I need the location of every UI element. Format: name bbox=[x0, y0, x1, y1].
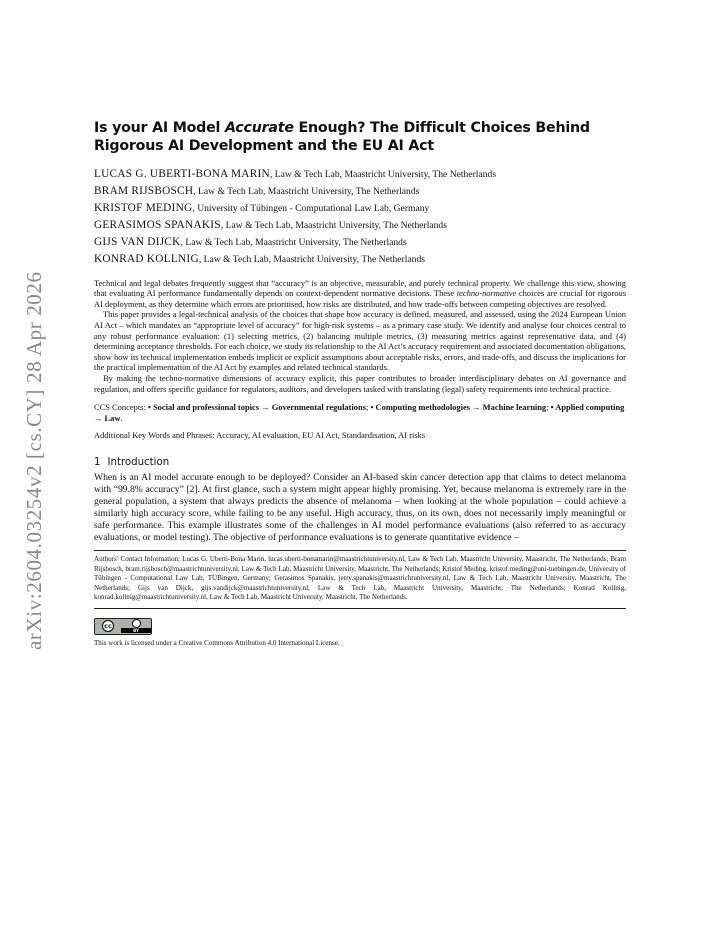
intro-paragraph: When is an AI model accurate enough to be deployed? Consider an AI-based skin cancer detection app that claims to detect melanoma with “99.8% accuracy” [2]. At first glance, such a system might appear highly promising. Yet, because melanoma is extremely rare in the general population, a system that always predicts the absence of melanoma – when looking at the whole population – could achieve a similarly high accuracy score, while failing to be any useful. High accuracy, thus, on its own, does not necessarily imply meaningful or safe performance. This example illustrates some of the challenges in AI model performance evaluations (also referred to as accuracy evaluations, or model testing). The objective of performance evaluations is to generate quantitative evidence – bbox=[94, 471, 626, 544]
ccs-concepts: CCS Concepts: • Social and professional topics → Governmental regulations; • Computing methodologies → Machine learning; • Applied computing → Law. bbox=[94, 402, 625, 423]
ccs-concept: • Social and professional topics bbox=[147, 402, 260, 413]
arrow-glyph: → bbox=[94, 412, 103, 423]
ccs-concept: • Applied computing bbox=[550, 402, 625, 413]
author-line bbox=[94, 217, 626, 234]
ccs-label: CCS Concepts: bbox=[94, 402, 148, 413]
title-part: Is your AI Model bbox=[94, 120, 225, 136]
paper-page bbox=[94, 119, 626, 648]
author-name: BRAM RIJSBOSCH bbox=[94, 185, 194, 198]
title-emphasis: Accurate bbox=[224, 120, 294, 136]
arrow-glyph: → bbox=[472, 402, 481, 413]
author-line bbox=[94, 234, 626, 251]
cc-by-logo[interactable] bbox=[94, 618, 152, 635]
author-list bbox=[94, 166, 626, 269]
abstract-text: Technical and legal debates frequently suggest that “accuracy” is an objective, measurable, and purely technical property. We challenge this view, showing that evaluating AI performance fundamentally depends on context-dependent normative decisions. These bbox=[94, 277, 626, 299]
title-part: Enough? The Difficult Choices Behind Rigorous AI Development and the EU AI Act bbox=[94, 120, 590, 154]
author-name: LUCAS G. UBERTI-BONA MARIN bbox=[94, 168, 270, 180]
author-line bbox=[94, 200, 626, 217]
author-line bbox=[94, 183, 626, 200]
abstract-text: choices are crucial for rigorous AI deployment, as they determine which errors are prioritised, how risks are distributed, and how trade-offs between competing objectives are resolved. bbox=[94, 288, 626, 309]
arrow-glyph: → bbox=[261, 402, 270, 413]
paper-title bbox=[94, 119, 626, 155]
abstract-paragraph: By making the techno-normative dimensions of accuracy explicit, this paper contributes to broader interdisciplinary debates on AI governance and regulation, and offers specific guidance for regulators, auditors, and developers tasked with translating (legal) safety requirements into technical practice. bbox=[94, 372, 626, 394]
author-affiliation: , Law & Tech Lab, Maastricht University, The Netherlands bbox=[180, 237, 407, 249]
author-affiliation: , Law & Tech Lab, Maastricht University, The Netherlands bbox=[193, 186, 420, 198]
by-label: BY bbox=[121, 628, 151, 633]
author-name: GERASIMOS SPANAKIS bbox=[94, 219, 221, 232]
section-title: Introduction bbox=[107, 456, 170, 468]
footnote-rule bbox=[94, 550, 626, 551]
author-name: KONRAD KOLLNIG bbox=[94, 253, 199, 266]
ccs-subconcept: Law bbox=[104, 412, 121, 423]
author-affiliation: , University of Tübingen - Computational Law Lab, Germany bbox=[192, 203, 430, 215]
abstract bbox=[94, 278, 626, 395]
section-number: 1 bbox=[94, 456, 101, 468]
author-affiliation: , Law & Tech Lab, Maastricht University, The Netherlands bbox=[198, 254, 425, 266]
abstract-emphasis: techno-normative bbox=[456, 288, 517, 299]
author-line bbox=[94, 166, 626, 183]
author-contact-footnote: Authors’ Contact Information: Lucas G. Uberti-Bona Marin, lucas.uberti-bonamarin@maastrichtuniversity.nl, Law & Tech Lab, Maastricht University, Maastricht, The Netherlands; Bram Rijsbosch, bram.rijsbosch@maastrichtuniversity.nl, Law & Tech Lab, Maastricht University, Maastricht, The Netherlands; Kristof Meding, kristof.meding@uni-tuebingen.de, University of Tübingen - Computational Law Lab, TÜBingen, Germany; Gerasimos Spanakis, jerry.spanakis@maastrichtuniversity.nl, Law & Tech Lab, Maastricht University, Maastricht, The Netherlands; Gijs van Dijck, gijs.vandijck@maastrichtuniversity.nl, Law & Tech Lab, Maastricht University, Maastricht, The Netherlands; Konrad Kollnig, konrad.kollnig@maastrichtuniversity.nl, Law & Tech Lab, Maastricht University, Maastricht, The Netherlands. bbox=[94, 555, 626, 602]
section-heading bbox=[94, 457, 626, 468]
license-rule bbox=[94, 608, 626, 609]
ccs-subconcept: Machine learning bbox=[482, 402, 547, 413]
by-icon bbox=[121, 619, 151, 634]
person-icon bbox=[132, 619, 141, 628]
abstract-paragraph: This paper provides a legal-technical analysis of the choices that shape how accuracy is defined, measured, and assessed, using the 2024 European Union AI Act – which mandates an “appropriate level of accuracy” for high-risk systems – as a primary case study. We identify and analyse four choices central to any robust performance evaluation: (1) selecting metrics, (2) balancing multiple metrics, (3) measuring metrics against representative data, and (4) determining acceptance thresholds. For each choice, we study its relationship to the AI Act’s accuracy requirement and associated documentation obligations, show how its technical implementation embeds implicit or explicit assumptions about acceptable risks, errors, and trade-offs, and discuss the implications for the practical implementation of the AI Act by examples and related technical standards. bbox=[94, 309, 626, 373]
cc-icon bbox=[95, 619, 121, 634]
ccs-concept: • Computing methodologies bbox=[370, 402, 470, 413]
author-name: KRISTOF MEDING bbox=[94, 202, 193, 215]
cc-glyph: cc bbox=[102, 620, 114, 632]
ccs-subconcept: Governmental regulations bbox=[271, 402, 366, 413]
author-name: GIJS VAN DIJCK bbox=[94, 236, 181, 249]
author-line bbox=[94, 251, 626, 268]
author-affiliation: , Law & Tech Lab, Maastricht University, The Netherlands bbox=[220, 220, 447, 232]
license-text: This work is licensed under a Creative Commons Attribution 4.0 International License. bbox=[94, 638, 340, 647]
abstract-paragraph bbox=[94, 278, 626, 310]
arxiv-identifier: arXiv:2604.03254v2 [cs.CY] 28 Apr 2026 bbox=[22, 271, 46, 650]
keywords: Additional Key Words and Phrases: Accuracy, AI evaluation, EU AI Act, Standardisation, AI risks bbox=[94, 430, 426, 441]
author-affiliation: , Law & Tech Lab, Maastricht University, The Netherlands bbox=[269, 169, 497, 180]
